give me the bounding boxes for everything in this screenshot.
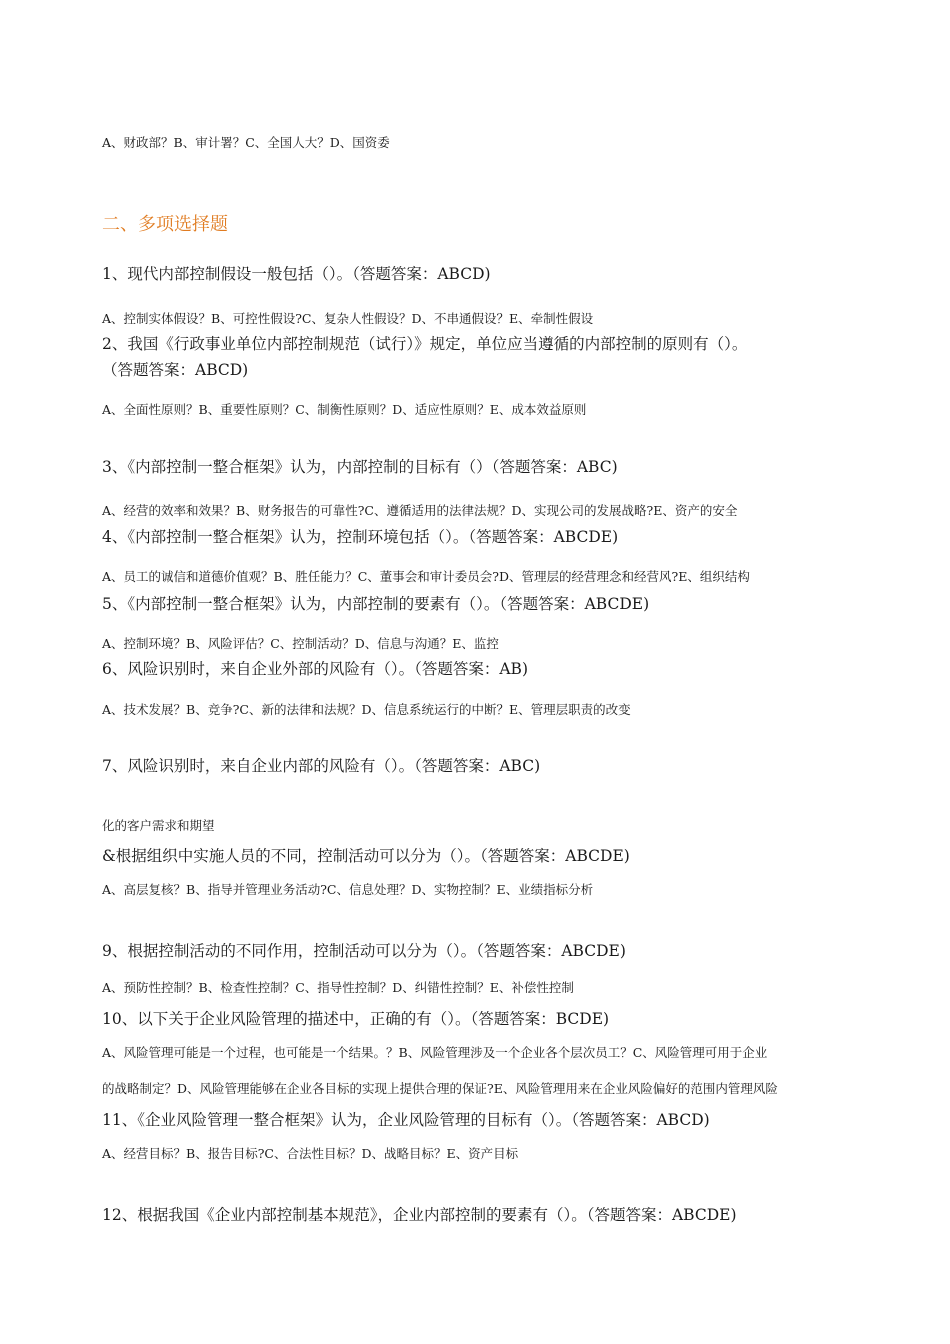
question-1-options: A、控制实体假设？B、可控性假设?C、复杂人性假设？D、不串通假设？E、牵制性假设 — [102, 311, 594, 326]
question-5-options: A、控制环境？B、风险评估？C、控制活动？D、信息与沟通？E、监控 — [102, 636, 499, 651]
question-5: 5、《内部控制一整合框架》认为，内部控制的要素有（）。（答题答案：ABCDE) — [102, 595, 650, 613]
question-3-options: A、经营的效率和效果？B、财务报告的可靠性?C、遵循适用的法律法规？D、实现公司的发展战略?E、资产的安全 — [102, 503, 738, 518]
question-6-options: A、技术发展？B、竞争?C、新的法律和法规？D、信息系统运行的中断？E、管理层职责的改变 — [102, 702, 631, 717]
section-heading: 二、多项选择题 — [102, 214, 228, 235]
question-3: 3、《内部控制一整合框架》认为，内部控制的目标有（）（答题答案：ABC) — [102, 458, 618, 476]
question-4-options: A、员工的诚信和道德价值观？B、胜任能力？C、董事会和审计委员会?D、管理层的经营理念和经营风?E、组织结构 — [102, 569, 750, 584]
question-2: 2、我国《行政事业单位内部控制规范（试行）》规定，单位应当遵循的内部控制的原则有（）。 — [102, 335, 748, 353]
question-11: 11、《企业风险管理一整合框架》认为，企业风险管理的目标有（）。（答题答案：ABCD) — [102, 1111, 710, 1129]
question-10-options-line1: A、风险管理可能是一个过程，也可能是一个结果。？B、风险管理涉及一个企业各个层次员工？C、风险管理可用于企业 — [102, 1045, 768, 1060]
question-9-options: A、预防性控制？B、检查性控制？C、指导性控制？D、纠错性控制？E、补偿性控制 — [102, 980, 574, 995]
question-7: 7、风险识别时，来自企业内部的风险有（）。（答题答案：ABC) — [102, 757, 541, 775]
question-4: 4、《内部控制一整合框架》认为，控制环境包括（）。（答题答案：ABCDE) — [102, 528, 619, 546]
question-9: 9、根据控制活动的不同作用，控制活动可以分为（）。（答题答案：ABCDE) — [102, 942, 626, 960]
question-10-options-line2: 的战略制定？D、风险管理能够在企业各目标的实现上提供合理的保证?E、风险管理用来在企业风险偏好的范围内管理风险 — [102, 1081, 778, 1096]
question-8: &根据组织中实施人员的不同，控制活动可以分为（）。（答题答案：ABCDE) — [102, 847, 630, 865]
question-2-options: A、全面性原则？B、重要性原则？C、制衡性原则？D、适应性原则？E、成本效益原则 — [102, 402, 587, 417]
q-prev-options: A、财政部？B、审计署？C、全国人大？D、国资委 — [102, 135, 390, 150]
question-2-answer: （答题答案：ABCD) — [102, 361, 249, 379]
question-1: 1、现代内部控制假设一般包括（）。（答题答案：ABCD) — [102, 265, 491, 283]
question-12: 12、根据我国《企业内部控制基本规范》，企业内部控制的要素有（）。（答题答案：ABCDE) — [102, 1206, 737, 1224]
question-11-options: A、经营目标？B、报告目标?C、合法性目标？D、战略目标？E、资产目标 — [102, 1146, 519, 1161]
question-10: 10、以下关于企业风险管理的描述中，正确的有（）。（答题答案：BCDE) — [102, 1010, 610, 1028]
question-6: 6、风险识别时，来自企业外部的风险有（）。（答题答案：AB) — [102, 660, 528, 678]
question-7-options-fragment: 化的客户需求和期望 — [102, 818, 215, 833]
question-8-options: A、高层复核？B、指导并管理业务活动?C、信息处理？D、实物控制？E、业绩指标分析 — [102, 882, 594, 897]
